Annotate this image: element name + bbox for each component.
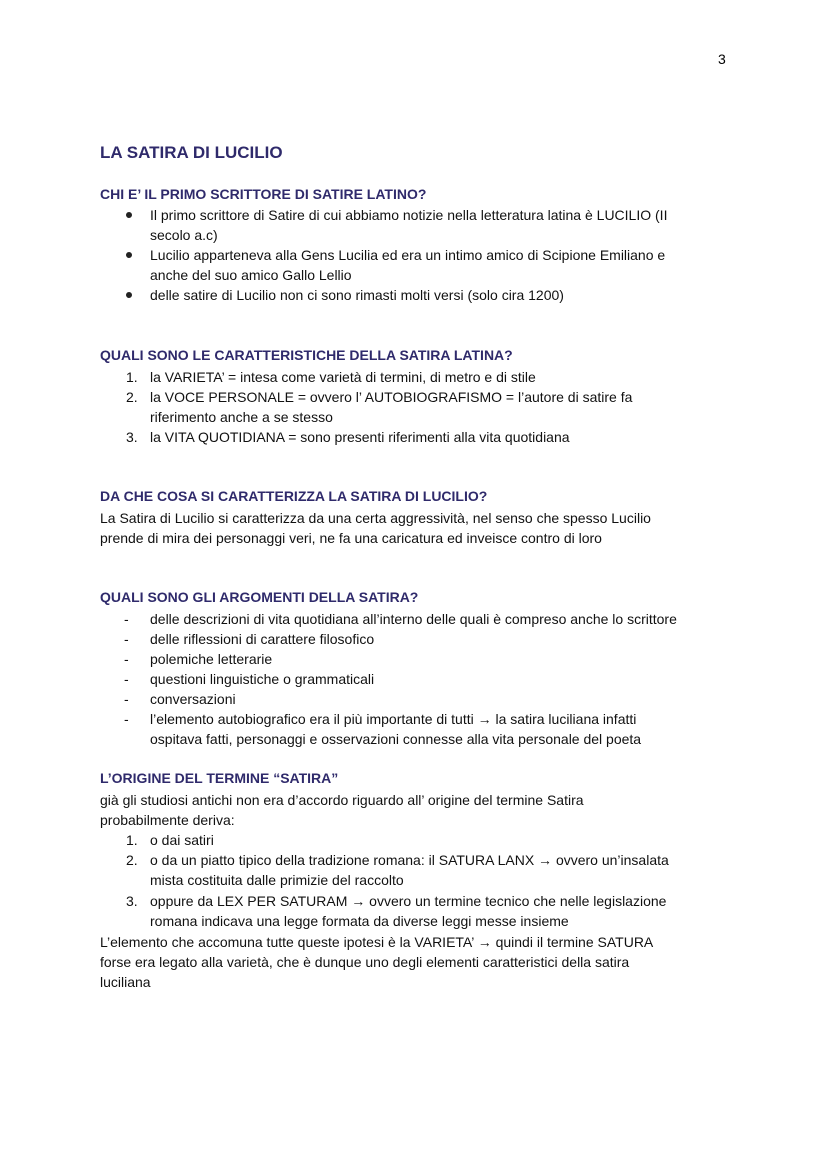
section-heading-caratteristiche: QUALI SONO LE CARATTERISTICHE DELLA SATIRA LATINA? [100,347,513,363]
bullet-text: Lucilio apparteneva alla Gens Lucilia ed era un intimo amico di Scipione Emiliano e [150,247,666,263]
list-number: 1. [126,832,138,848]
paragraph-line: forse era legato alla varietà, che è dunque uno degli elementi caratteristici della satira [100,954,630,970]
paragraph-line: luciliana [100,974,151,990]
bullet-text: secolo a.c) [150,227,218,243]
list-item-text: polemiche letterarie [150,651,273,667]
page-number: 3 [718,51,726,67]
list-number: 3. [126,429,138,445]
list-item-text: delle descrizioni di vita quotidiana all’interno delle quali è compreso anche lo scrittore [150,611,677,627]
section-heading-caratterizza: DA CHE COSA SI CARATTERIZZA LA SATIRA DI LUCILIO? [100,488,488,504]
list-item-text: l’elemento autobiografico era il più importante di tutti → la satira luciliana infatti [150,711,637,727]
dash-marker: - [124,711,129,727]
dash-marker: - [124,631,129,647]
bullet-dot [126,252,132,258]
list-number: 3. [126,893,138,909]
section-heading-primo-scrittore: CHI E’ IL PRIMO SCRITTORE DI SATIRE LATINO? [100,186,427,202]
section-heading-origine: L’ORIGINE DEL TERMINE “SATIRA” [100,770,339,786]
bullet-text: Il primo scrittore di Satire di cui abbiamo notizie nella letteratura latina è LUCILIO (II [150,207,668,223]
bullet-dot [126,292,132,298]
paragraph-line: prende di mira dei personaggi veri, ne fa una caricatura ed inveisce contro di loro [100,530,602,546]
list-item-text: la VITA QUOTIDIANA = sono presenti riferimenti alla vita quotidiana [150,429,570,445]
list-item-text: o da un piatto tipico della tradizione romana: il SATURA LANX → ovvero un’insalata [150,852,669,868]
list-item-text: o dai satiri [150,832,214,848]
list-item-text: mista costituita dalle primizie del raccolto [150,872,404,888]
dash-marker: - [124,651,129,667]
dash-marker: - [124,691,129,707]
list-number: 2. [126,389,138,405]
paragraph-line: già gli studiosi antichi non era d’accordo riguardo all’ origine del termine Satira [100,792,584,808]
bullet-dot [126,212,132,218]
page-title: LA SATIRA DI LUCILIO [100,143,283,162]
section-heading-argomenti: QUALI SONO GLI ARGOMENTI DELLA SATIRA? [100,589,419,605]
list-item-text: oppure da LEX PER SATURAM → ovvero un termine tecnico che nelle legislazione [150,893,667,909]
list-number: 1. [126,369,138,385]
list-item-text: conversazioni [150,691,236,707]
list-number: 2. [126,852,138,868]
list-item-text: la VOCE PERSONALE = ovvero l’ AUTOBIOGRAFISMO = l’autore di satire fa [150,389,633,405]
bullet-text: anche del suo amico Gallo Lellio [150,267,352,283]
list-item-text: la VARIETA’ = intesa come varietà di termini, di metro e di stile [150,369,536,385]
list-item-text: romana indicava una legge formata da diverse leggi messe insieme [150,913,569,929]
paragraph-line: probabilmente deriva: [100,812,235,828]
list-item-text: delle riflessioni di carattere filosofico [150,631,375,647]
dash-marker: - [124,611,129,627]
bullet-text: delle satire di Lucilio non ci sono rimasti molti versi (solo cira 1200) [150,287,564,303]
paragraph-line: La Satira di Lucilio si caratterizza da una certa aggressività, nel senso che spesso Lucilio [100,510,651,526]
paragraph-line: L’elemento che accomuna tutte queste ipotesi è la VARIETA’ → quindi il termine SATURA [100,934,654,950]
list-item-text: riferimento anche a se stesso [150,409,333,425]
list-item-text: questioni linguistiche o grammaticali [150,671,375,687]
dash-marker: - [124,671,129,687]
list-item-text: ospitava fatti, personaggi e osservazioni connesse alla vita personale del poeta [150,731,642,747]
